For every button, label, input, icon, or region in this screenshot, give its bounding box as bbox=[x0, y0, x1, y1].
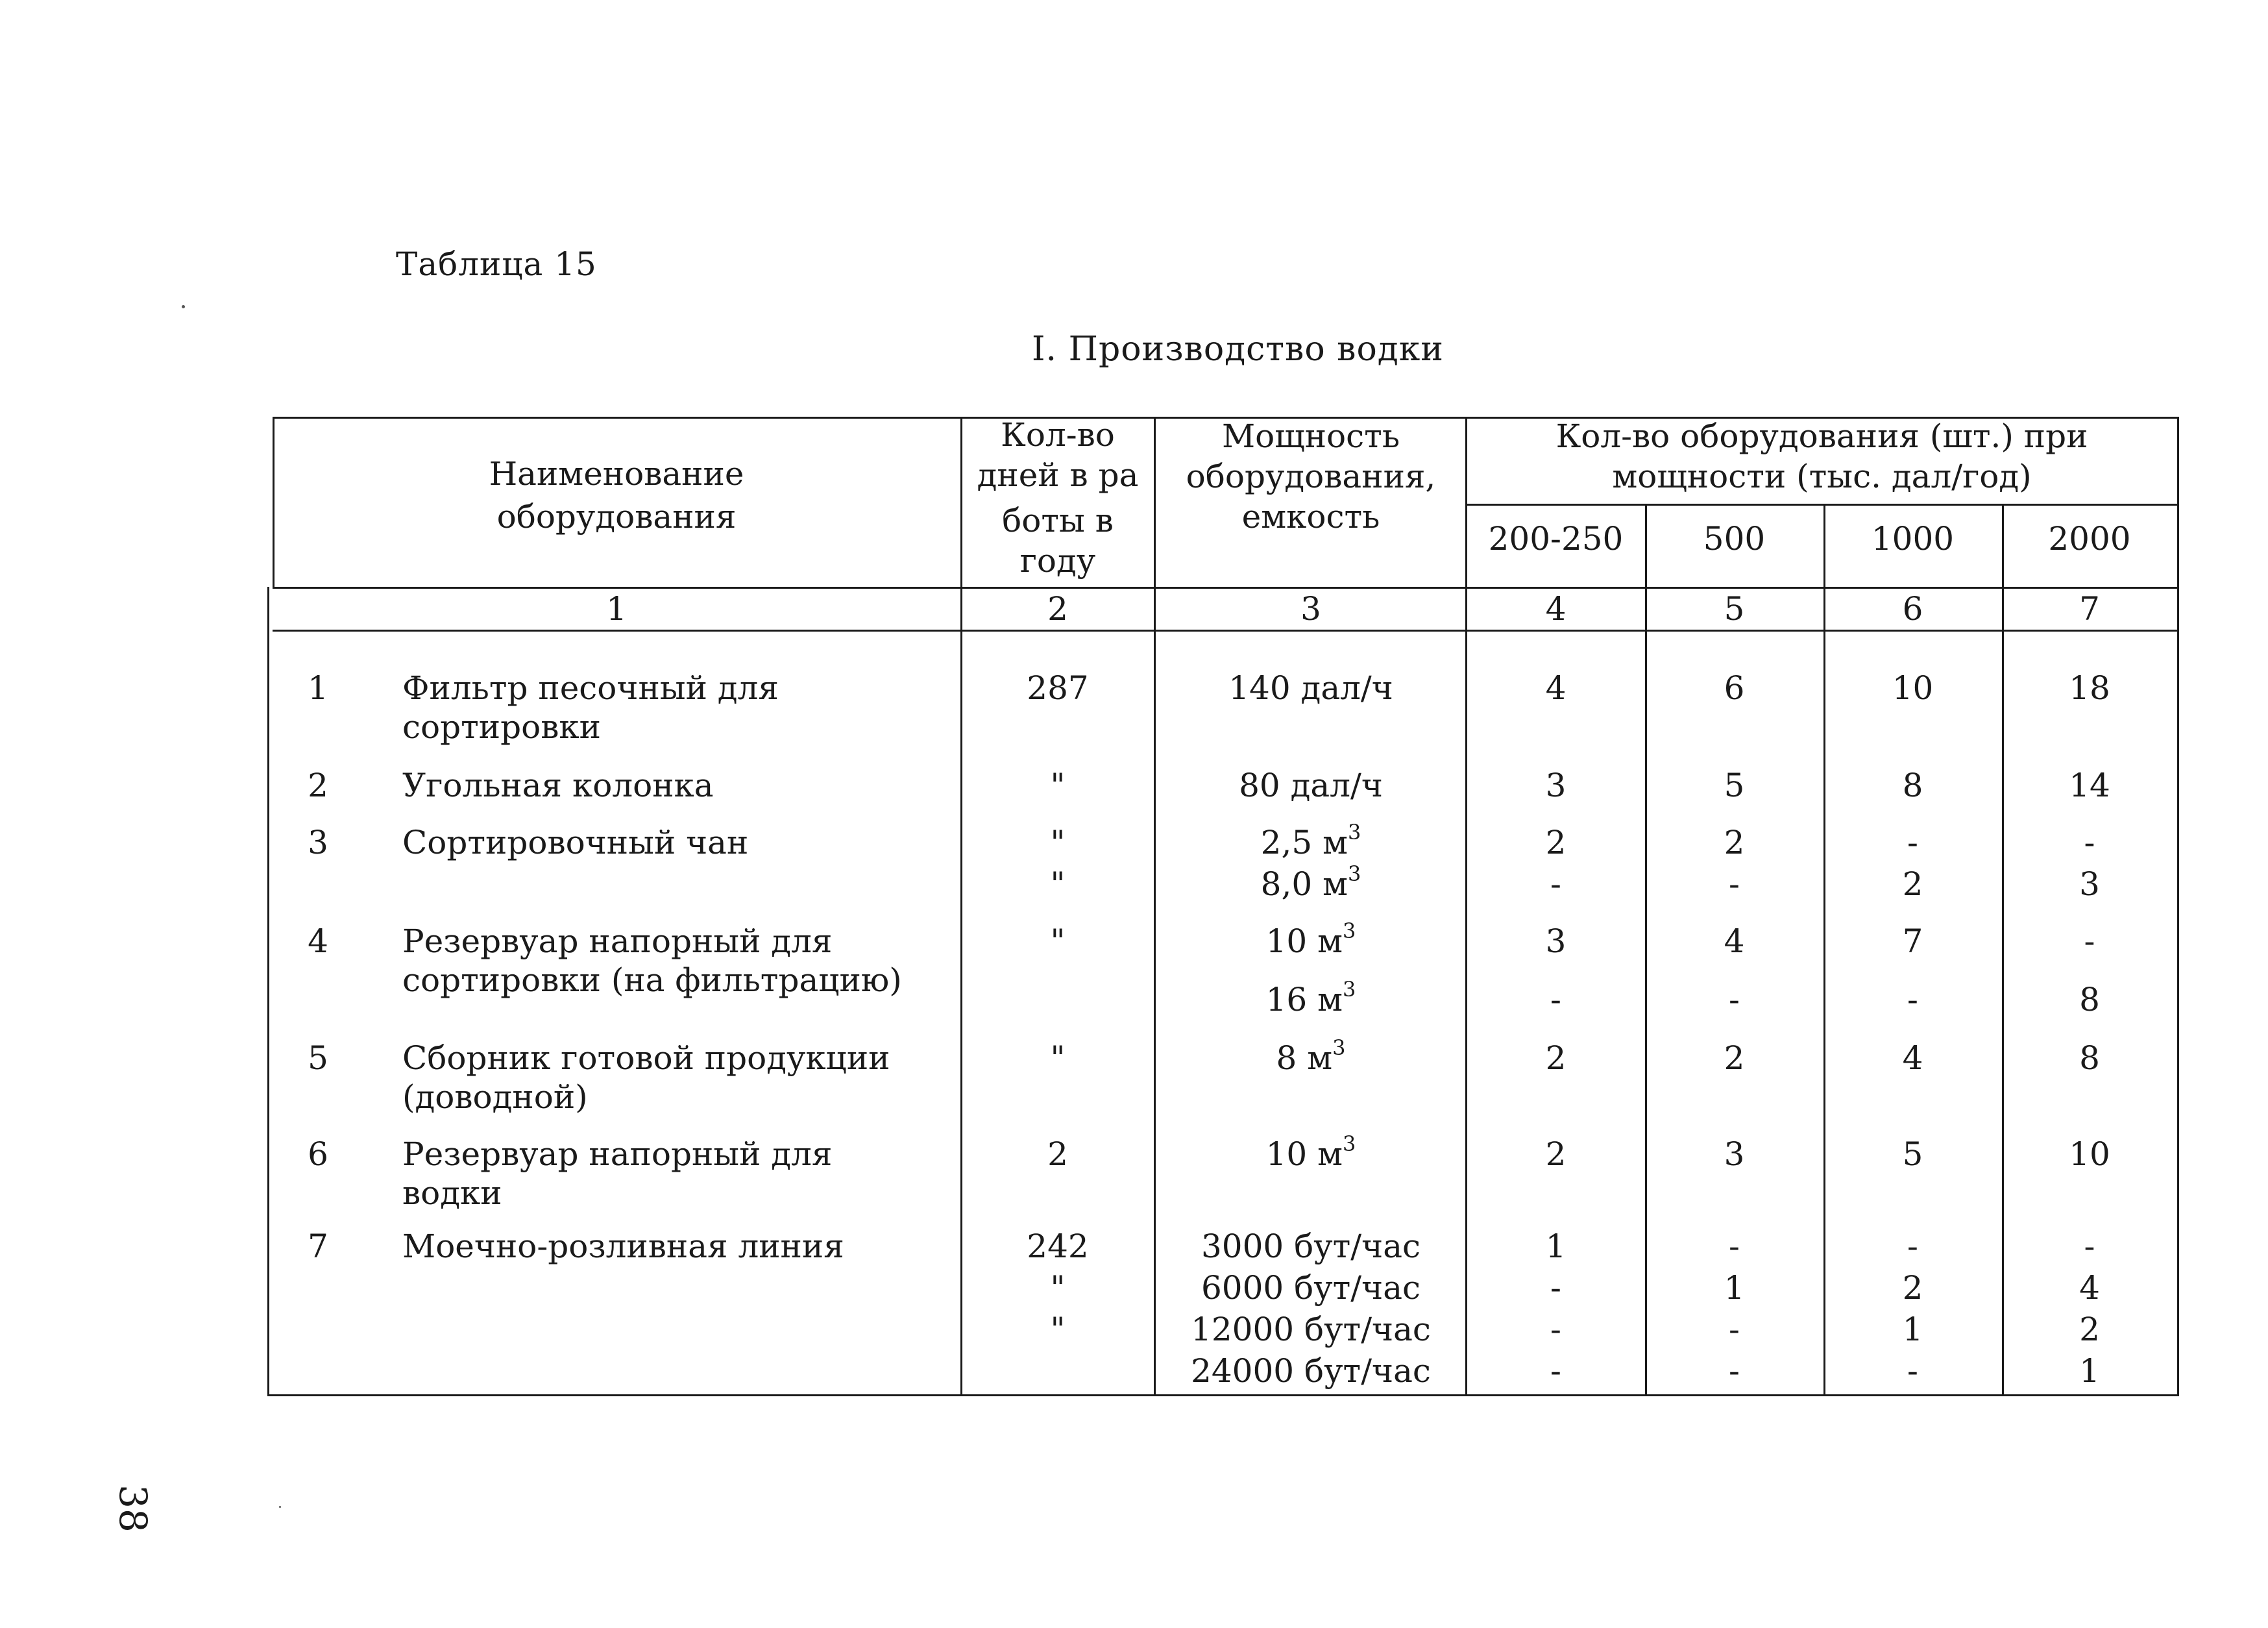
header-name: Наименование bbox=[489, 455, 744, 493]
equipment-capacity: 140 дал/ч bbox=[1228, 669, 1393, 707]
working-days: " bbox=[1050, 1039, 1066, 1077]
equipment-capacity: 8 $м^3$ bbox=[1276, 1035, 1346, 1077]
equipment-count: - bbox=[1729, 1311, 1740, 1348]
equipment-name: (доводной) bbox=[402, 1078, 588, 1116]
equipment-count: 2 bbox=[2079, 1311, 2100, 1348]
working-days: 287 bbox=[1027, 669, 1089, 707]
equipment-count: - bbox=[1729, 1352, 1740, 1390]
header-power-level: 2000 bbox=[2048, 520, 2131, 558]
equipment-capacity: 80 дал/ч bbox=[1239, 767, 1383, 804]
equipment-count: 4 bbox=[1902, 1039, 1923, 1077]
equipment-count: - bbox=[1550, 1269, 1561, 1307]
working-days: " bbox=[1050, 1311, 1066, 1348]
equipment-count: - bbox=[1729, 1227, 1740, 1265]
header-capacity: емкость bbox=[1241, 498, 1380, 536]
row-number: 7 bbox=[308, 1227, 328, 1265]
equipment-count: 2 bbox=[1545, 1135, 1567, 1173]
equipment-count: 2 bbox=[1902, 1269, 1923, 1307]
equipment-count: 2 bbox=[1724, 824, 1745, 861]
equipment-count: 1 bbox=[2079, 1352, 2100, 1390]
table-border-right bbox=[2177, 417, 2179, 1396]
equipment-count: 4 bbox=[1545, 669, 1567, 707]
header-days: Кол-во bbox=[1001, 416, 1115, 454]
equipment-count: - bbox=[2084, 1227, 2095, 1265]
header-days: дней в ра bbox=[977, 456, 1139, 494]
page-number: 38 bbox=[110, 1485, 155, 1533]
section-title: I. Производство водки bbox=[1032, 330, 1444, 369]
column-number: 1 bbox=[606, 590, 627, 628]
row-number: 6 bbox=[308, 1135, 328, 1173]
equipment-name: Угольная колонка bbox=[402, 767, 714, 804]
equipment-count: - bbox=[1907, 1227, 1918, 1265]
row-number: 3 bbox=[308, 824, 328, 861]
equipment-count: 1 bbox=[1545, 1227, 1567, 1265]
equipment-count: 6 bbox=[1724, 669, 1745, 707]
equipment-count: 3 bbox=[1545, 922, 1567, 960]
working-days: " bbox=[1050, 865, 1066, 903]
header-power-level: 500 bbox=[1703, 520, 1766, 558]
equipment-count: 3 bbox=[2079, 865, 2100, 903]
equipment-count: - bbox=[1729, 865, 1740, 903]
column-number: 3 bbox=[1300, 590, 1321, 628]
equipment-count: 14 bbox=[2069, 767, 2110, 804]
working-days: 242 bbox=[1027, 1227, 1089, 1265]
equipment-name: водки bbox=[402, 1174, 502, 1212]
column-number: 4 bbox=[1545, 590, 1567, 628]
column-number: 7 bbox=[2079, 590, 2100, 628]
equipment-name: Фильтр песочный для bbox=[402, 669, 779, 707]
equipment-subheader-divider bbox=[1467, 504, 2177, 506]
equipment-count: 4 bbox=[2079, 1269, 2100, 1307]
equipment-count: - bbox=[2084, 922, 2095, 960]
equipment-capacity: 10 $м^3$ bbox=[1265, 919, 1356, 960]
equipment-name: Моечно-розливная линия bbox=[402, 1227, 844, 1265]
equipment-count: - bbox=[1907, 824, 1918, 861]
working-days: " bbox=[1050, 767, 1066, 804]
header-power-level: 1000 bbox=[1871, 520, 1955, 558]
column-number: 2 bbox=[1047, 590, 1068, 628]
equipment-count: - bbox=[1550, 1311, 1561, 1348]
equipment-count: - bbox=[1550, 981, 1561, 1018]
working-days: " bbox=[1050, 824, 1066, 861]
equipment-name: Сборник готовой продукции bbox=[402, 1039, 890, 1077]
equipment-count: 2 bbox=[1545, 1039, 1567, 1077]
working-days: 2 bbox=[1047, 1135, 1068, 1173]
equipment-count: - bbox=[1907, 981, 1918, 1018]
row-number: 4 bbox=[308, 922, 328, 960]
working-days: " bbox=[1050, 1269, 1066, 1307]
equipment-count: 3 bbox=[1724, 1135, 1745, 1173]
equipment-count: - bbox=[1550, 1352, 1561, 1390]
equipment-count: - bbox=[2084, 824, 2095, 861]
equipment-count: 5 bbox=[1902, 1135, 1923, 1173]
equipment-capacity: 12000 бут/час bbox=[1191, 1311, 1431, 1348]
working-days: " bbox=[1050, 922, 1066, 960]
equipment-name: сортировки (на фильтрацию) bbox=[402, 961, 902, 999]
column-number: 5 bbox=[1724, 590, 1745, 628]
header-equipment-count: мощности (тыс. дал/год) bbox=[1612, 458, 2032, 495]
row-number: 5 bbox=[308, 1039, 328, 1077]
equipment-count: 8 bbox=[2079, 981, 2100, 1018]
equipment-name: Резервуар напорный для bbox=[402, 1135, 833, 1173]
equipment-count: - bbox=[1907, 1352, 1918, 1390]
equipment-count: - bbox=[1550, 865, 1561, 903]
equipment-capacity: 10 $м^3$ bbox=[1265, 1131, 1356, 1173]
equipment-capacity: 24000 бут/час bbox=[1191, 1352, 1431, 1390]
table-caption: Таблица 15 bbox=[396, 245, 597, 283]
header-power-level: 200-250 bbox=[1488, 520, 1624, 558]
header-days: году bbox=[1019, 542, 1096, 580]
equipment-capacity: 8,0 $м^3$ bbox=[1260, 861, 1361, 903]
header-equipment-count: Кол-во оборудования (шт.) при bbox=[1555, 417, 2088, 455]
row-number: 1 bbox=[308, 669, 328, 707]
equipment-capacity: 3000 бут/час bbox=[1201, 1227, 1421, 1265]
equipment-capacity: 6000 бут/час bbox=[1201, 1269, 1421, 1307]
header-capacity: Мощность bbox=[1221, 417, 1400, 455]
equipment-count: 10 bbox=[1892, 669, 1934, 707]
equipment-count: 8 bbox=[1902, 767, 1923, 804]
equipment-count: 2 bbox=[1902, 865, 1923, 903]
header-days: боты в bbox=[1002, 502, 1114, 539]
equipment-capacity: 2,5 $м^3$ bbox=[1260, 820, 1361, 861]
equipment-count: 1 bbox=[1902, 1311, 1923, 1348]
header-capacity: оборудования, bbox=[1186, 458, 1436, 495]
equipment-count: 8 bbox=[2079, 1039, 2100, 1077]
equipment-count: 2 bbox=[1724, 1039, 1745, 1077]
equipment-count: 1 bbox=[1724, 1269, 1745, 1307]
row-number: 2 bbox=[308, 767, 328, 804]
equipment-name: сортировки bbox=[402, 708, 601, 746]
equipment-count: 10 bbox=[2069, 1135, 2110, 1173]
equipment-count: 2 bbox=[1545, 824, 1567, 861]
equipment-name: Резервуар напорный для bbox=[402, 922, 833, 960]
equipment-count: - bbox=[1729, 981, 1740, 1018]
equipment-name: Сортировочный чан bbox=[402, 824, 749, 861]
equipment-count: 4 bbox=[1724, 922, 1745, 960]
column-number: 6 bbox=[1902, 590, 1923, 628]
equipment-count: 5 bbox=[1724, 767, 1745, 804]
column-number-divider bbox=[273, 630, 2177, 632]
header-divider bbox=[273, 587, 2177, 589]
equipment-count: 3 bbox=[1545, 767, 1567, 804]
table-border-bottom bbox=[267, 1394, 2177, 1396]
table-border-left bbox=[267, 587, 269, 1396]
equipment-count: 18 bbox=[2069, 669, 2110, 707]
equipment-capacity: 16 $м^3$ bbox=[1265, 977, 1356, 1018]
equipment-count: 7 bbox=[1902, 922, 1923, 960]
header-name: оборудования bbox=[496, 498, 737, 536]
